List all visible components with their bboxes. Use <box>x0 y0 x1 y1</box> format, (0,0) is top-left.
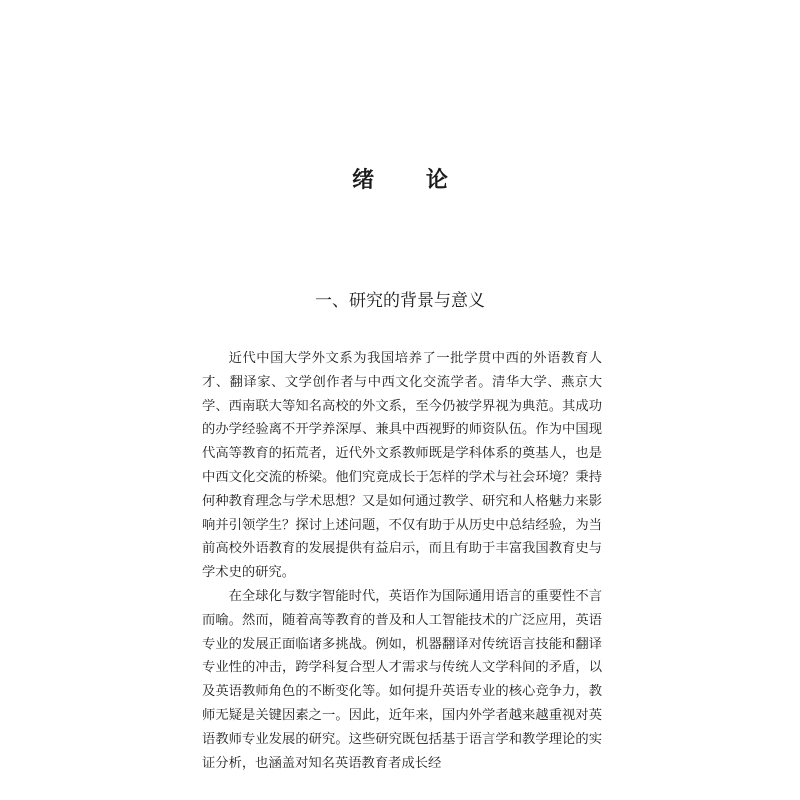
chapter-title: 绪 论 <box>352 168 470 193</box>
section-title: 一、研究的背景与意义 <box>315 291 485 311</box>
body-text <box>202 347 602 775</box>
paragraph-1: 近代中国大学外文系为我国培养了一批学贯中西的外语教育人才、翻译家、文学创作者与中西文化交流学者。清华大学、燕京大学、西南联大等知名高校的外文系，至今仍被学界视为典范。其成功的办学经验离不开学养深厚、兼具中西视野的师资队伍。作为中国现代高等教育的拓荒者，近代外文系教师既是学科体系的奠基人，也是中西文化交流的桥梁。他们究竟成长于怎样的学术与社会环境？秉持何种教育理念与学术思想？又是如何通过教学、研究和人格魅力来影响并引领学生？探讨上述问题，不仅有助于从历史中总结经验，为当前高校外语教育的发展提供有益启示，而且有助于丰富我国教育史与学术史的研究。 <box>202 351 602 581</box>
paragraph-2: 在全球化与数字智能时代，英语作为国际通用语言的重要性不言而喻。然而，随着高等教育的普及和人工智能技术的广泛应用，英语专业的发展正面临诸多挑战。例如，机器翻译对传统语言技能和翻译专业性的冲击，跨学科复合型人才需求与传统人文学科间的矛盾，以及英语教师角色的不断变化等。如何提升英语专业的核心竞争力，教师无疑是关键因素之一。因此，近年来，国内外学者越来越重视对英语教师专业发展的研究。这些研究既包括基于语言学和教学理论的实证分析，也涵盖对知名英语教育者成长经 <box>202 588 602 771</box>
